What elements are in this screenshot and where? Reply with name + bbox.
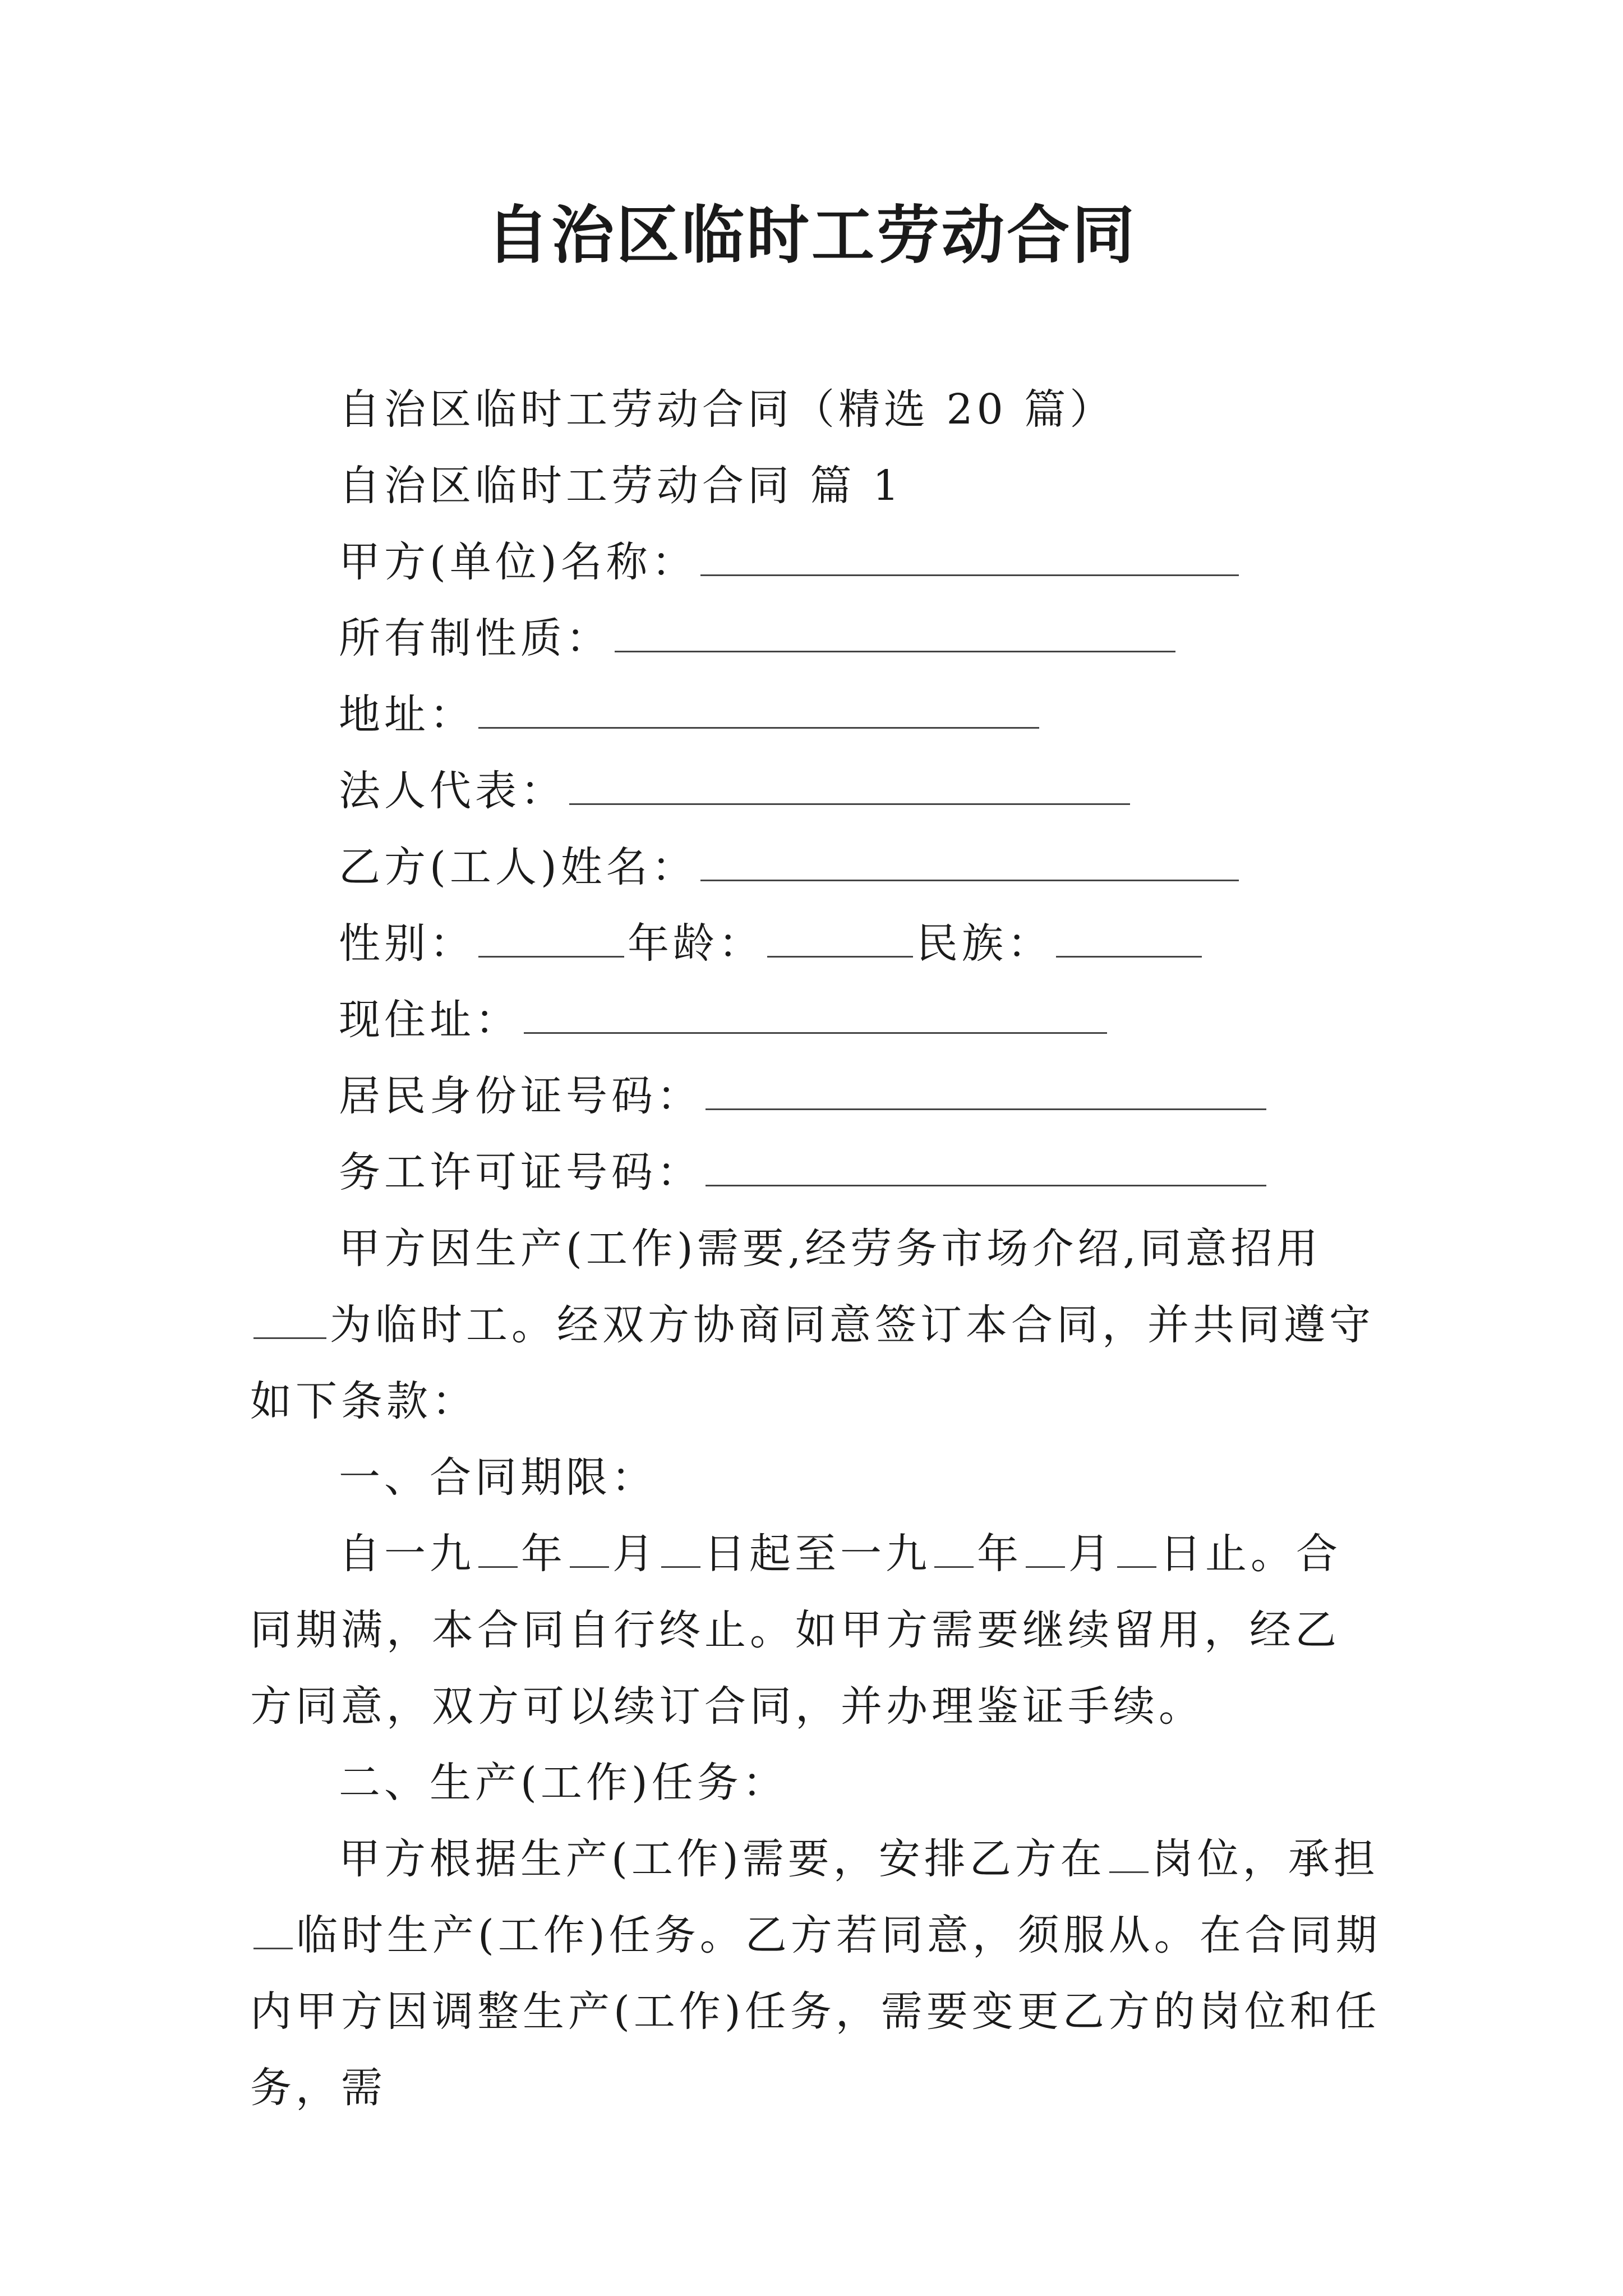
clause-2-heading: 二、生产(工作)任务：	[339, 1759, 788, 1807]
paragraph-text: 为临时工。经双方协商同意签订本合同，并共同遵守如下条款：	[250, 1301, 1375, 1425]
fill-in-blank	[1056, 917, 1202, 958]
field-party-a-name	[250, 524, 1383, 600]
field-id-number	[250, 1058, 1383, 1134]
paragraph-text: 年	[521, 1530, 566, 1578]
field-ownership	[250, 600, 1383, 677]
field-current-address	[250, 982, 1383, 1058]
clause-1-paragraph	[250, 1516, 1383, 1745]
field-work-permit	[250, 1134, 1383, 1211]
fill-in-blank	[706, 1145, 1266, 1186]
fill-in-blank	[767, 917, 913, 958]
fill-in-blank	[253, 1908, 293, 1949]
field-label: 民族：	[916, 919, 1053, 968]
paragraph-text: 甲方根据生产(工作)需要，安排乙方在	[339, 1835, 1106, 1883]
field-gender-age-ethnicity	[250, 905, 1383, 982]
clause-2-paragraph	[250, 1821, 1383, 2126]
paragraph-text: 月	[1068, 1530, 1114, 1578]
fill-in-blank	[1109, 1832, 1149, 1873]
field-label: 务工许可证号码：	[339, 1148, 702, 1197]
fill-in-blank	[700, 840, 1239, 881]
clause-1-heading: 一、合同期限：	[339, 1453, 657, 1502]
fill-in-blank	[661, 1527, 700, 1568]
section-heading: 自治区临时工劳动合同 篇 1	[339, 462, 903, 510]
field-legal-rep	[250, 753, 1383, 829]
fill-in-blank	[934, 1527, 974, 1568]
paragraph-text: 日起至一九	[704, 1530, 931, 1578]
paragraph-text: 月	[612, 1530, 658, 1578]
fill-in-blank	[615, 611, 1175, 652]
field-address	[250, 677, 1383, 753]
paragraph-text: 自一九	[339, 1530, 475, 1578]
document-subtitle: 自治区临时工劳动合同（精选 20 篇）	[339, 385, 1115, 434]
field-label: 居民身份证号码：	[339, 1072, 702, 1120]
fill-in-blank	[524, 993, 1107, 1034]
fill-in-blank	[1117, 1527, 1156, 1568]
field-label: 所有制性质：	[339, 614, 611, 662]
field-label: 甲方(单位)名称：	[339, 538, 697, 586]
fill-in-blank	[700, 535, 1239, 576]
fill-in-blank	[706, 1069, 1266, 1110]
paragraph-text: 日止。合同期满，本合同自行终止。如甲方需要继续留用，经乙方同意，双方可以续订合同，并办理鉴证手续。	[250, 1530, 1341, 1731]
intro-paragraph	[250, 1211, 1383, 1439]
paragraph-text: 年	[977, 1530, 1022, 1578]
field-label: 乙方(工人)姓名：	[339, 843, 697, 891]
fill-in-blank	[478, 688, 1039, 729]
document-body	[250, 371, 1383, 2126]
field-label: 性别：	[339, 919, 475, 968]
fill-in-blank	[570, 1527, 609, 1568]
fill-in-blank	[478, 1527, 518, 1568]
document-title: 自治区临时工劳动合同	[486, 199, 1137, 272]
fill-in-blank	[569, 764, 1130, 805]
field-label: 现住址：	[339, 996, 520, 1044]
paragraph-text: 岗位，承担	[1151, 1835, 1379, 1883]
field-label: 地址：	[339, 691, 475, 739]
field-party-b-name	[250, 829, 1383, 905]
fill-in-blank	[253, 1298, 326, 1339]
paragraph-text: 甲方因生产(工作)需要,经劳务市场介绍,同意招用	[339, 1225, 1322, 1273]
paragraph-text: 临时生产(工作)任务。乙方若同意，须服从。在合同期内甲方因调整生产(工作)任务，需要变更乙方的岗位和任务，需	[250, 1911, 1381, 2112]
fill-in-blank	[1026, 1527, 1065, 1568]
field-label: 法人代表：	[339, 767, 566, 815]
fill-in-blank	[478, 917, 624, 958]
field-label: 年龄：	[628, 919, 764, 968]
